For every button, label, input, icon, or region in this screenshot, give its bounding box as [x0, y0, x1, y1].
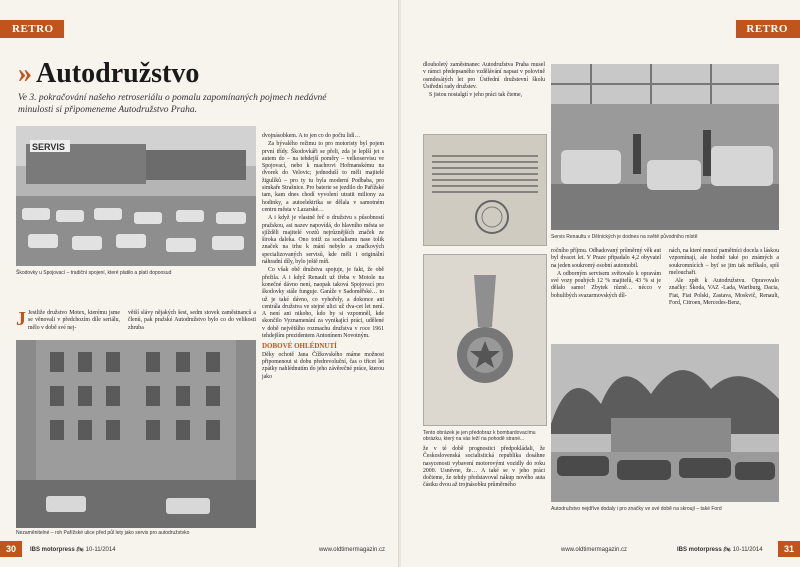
- corner-building-illustration: [16, 340, 256, 528]
- right-footer-mag: IBS motorpress 🏍 10-11/2014: [677, 547, 763, 553]
- article-title-text: Autodružstvo: [36, 58, 200, 89]
- servis-sign: SERVIS: [32, 142, 65, 152]
- text-column-5: že v té době prognostici předpokládali, že Československá socialistická republika dosáhne nasycenosti vybavení motorovými vozidly do roku 2000. Usnévne, že… A také se v jeho práci dočteme, že tehdy představoval nákup nového auta částku dvou až trojnásobku průměrného: [423, 446, 545, 489]
- photo-corner-building: [16, 340, 256, 528]
- subheading: DOBOVÉ OHLÉDNUTÍ: [262, 342, 337, 351]
- caption-photo-2: Nezaměnitelné – roh Pařížské ulice před půl lety jako servis pro autodružstvko: [16, 530, 190, 536]
- right-footer-url: www.oldtimermagazin.cz: [561, 547, 628, 553]
- left-page: [0, 0, 399, 567]
- text-column-4: dlouholetý zaměstnanec Autodružstva Praha musel v rámci předepsaného vzdělávání napsat v polovině osmdesátých let pro Ústřední družstevní školu Ústřední rady družstev. S jistou nostalgií v jeho práci tak čteme,: [423, 62, 545, 99]
- document-stamp-image: [423, 134, 547, 246]
- photo-service-station: [16, 126, 256, 266]
- left-page-number: 30: [0, 541, 22, 557]
- workshop-illustration: [551, 64, 779, 230]
- right-page: [401, 0, 800, 567]
- service-station-illustration: [16, 126, 256, 266]
- section-tag-left: RETRO: [0, 20, 64, 38]
- motorcycle-icon: 🏍: [723, 547, 731, 553]
- text-column-2: větší slávy nějakých šest, sedm stovek zaměstnanců a členů, pak pražské Autodružstvo bylo co do velikosti zhruba: [128, 310, 256, 331]
- text-column-1: J Jestliže družstvo Motex, kterému jsme se věnovali v předchozím díle seriálu, mělo v době své nej-: [16, 308, 120, 331]
- text-column-7: nách, na které mnozí pamětníci docela s láskou vzpomínají, ale hodně také po známých a soukromnících – byť se jim tak neříkalo, spíš melouchaři. Ale zpět k Autodružstvu. Opravovalo značky: Škoda, VAZ -Lada, Wartburg, Dacia, Fiat, Fiat Polski, Zastava, Moskvič, Renault, Ford, Citroen, Mercedes-Benz,: [669, 248, 779, 307]
- text-column-3: dvojnásobkem. A to jen co do počtu lidí… Za bývalého režimu to pro motoristy byl pojem první třídy. Škodovkáři se přeli, zda je leplší jet s autem do – na tehdejší poměry – velkoservisu ve Spojovací, nebo k machrovi Hofmanskému na dvorek do Velovic; jednoduší to měli majitelé žigulíků – pro ty tu byla moderní Podbaba, pro simkaře Strašnice. Pro baterie se jezdilo do Pařížské tam, kam dnes chodí vyvolení utratit miliony za hodinky, a autoelektrika se dělala v samotném centru města v Lazarské… A i když je vlastně řeč o družstvu s působností pražskou, asi nazev napovídá, do hlavního města se sjížděli majitelé voztů nejrůznějších značek ze široka daleka. Ono totiž za socialismu nase tolik značek na trhu k mání nebylo a značkových specializovaných servisů, kde měli i originální náhradní díly, bylo ještě míň. Co však obě družstva spojuje, je fakt, že obě přežila. A i když Renault už třeba v Motole na konečné dávno není, naopak taková Spojovací pro škodovky stále funguje. Garáže v Sadoměřské… to už je také dávno, co vyhořely, a dokonce ani centrála družstva ve stejné ulici už dva-cet let není. A není ani nikoho, kdo by si vzpomněl, kde skončilo Vyznamenání za vynikající práci, udělené v době největšího rozmachu družstva v roce 1961 tehdejším prezidentem Antonínem Novotným. DOBOVÉ OHLÉDNUTÍ Děky ochotě Jana Čížkovského máme možnost připomenout si dobu předrevoluční, čas o třicet let zpátky nahlédnutím do jeho závěrečné práce, kterou jako: [262, 133, 384, 380]
- photo-renault-workshop: [551, 64, 779, 230]
- left-footer-url: www.oldtimermagazin.cz: [318, 547, 385, 553]
- caption-photo-4: Tento obrázek je jen předobraz k bombardovacímu obrázku, který na vás leží na pohodě strané...: [423, 430, 536, 442]
- right-page-number: 31: [778, 541, 800, 557]
- article-title: [18, 58, 199, 90]
- stamp-seal-icon: [472, 197, 512, 237]
- title-marker: »: [18, 58, 32, 89]
- section-tag-right: RETRO: [736, 20, 800, 38]
- medal-icon: [424, 255, 546, 425]
- article-lede: Ve 3. pokračování našeho retroseriálu o pomalu zapomínaných pojmech nedávné minulosti si připomeneme Autodružstvo Praha.: [18, 93, 327, 115]
- caption-photo-5: Autodružstvo nejdříve dodaly i pro značky ve své době na skroují – také Ford: [551, 506, 722, 512]
- left-footer-mag: IBS motorpress 🏍 10-11/2014: [30, 547, 116, 553]
- caption-photo-1: Škodovky u Spojovací – tradiční spojení, které platilo a platí dopoosud: [16, 270, 172, 276]
- street-cars-illustration: [551, 344, 779, 502]
- dropcap: J: [16, 308, 26, 330]
- photo-cars-street: [551, 344, 779, 502]
- medal-image: [423, 254, 547, 426]
- text-column-6: ročního příjmu. Odhadovaný průměrný věk aut byl dvacet let. V Praze připadalo 4,2 obyvatel na jeden soukromý osobní automobil. A odborným servisem světovalo k opravám své vozy pouhých 12 % majitelů, 43 % si je dělalo samo! Zbytek různě… nécco v bohulibých svazarmovských díl-: [551, 248, 661, 299]
- caption-photo-3: Servis Renaultu v Dělnických je dodnes na světě původního místě: [551, 234, 698, 240]
- motorcycle-icon: 🏍: [76, 547, 84, 553]
